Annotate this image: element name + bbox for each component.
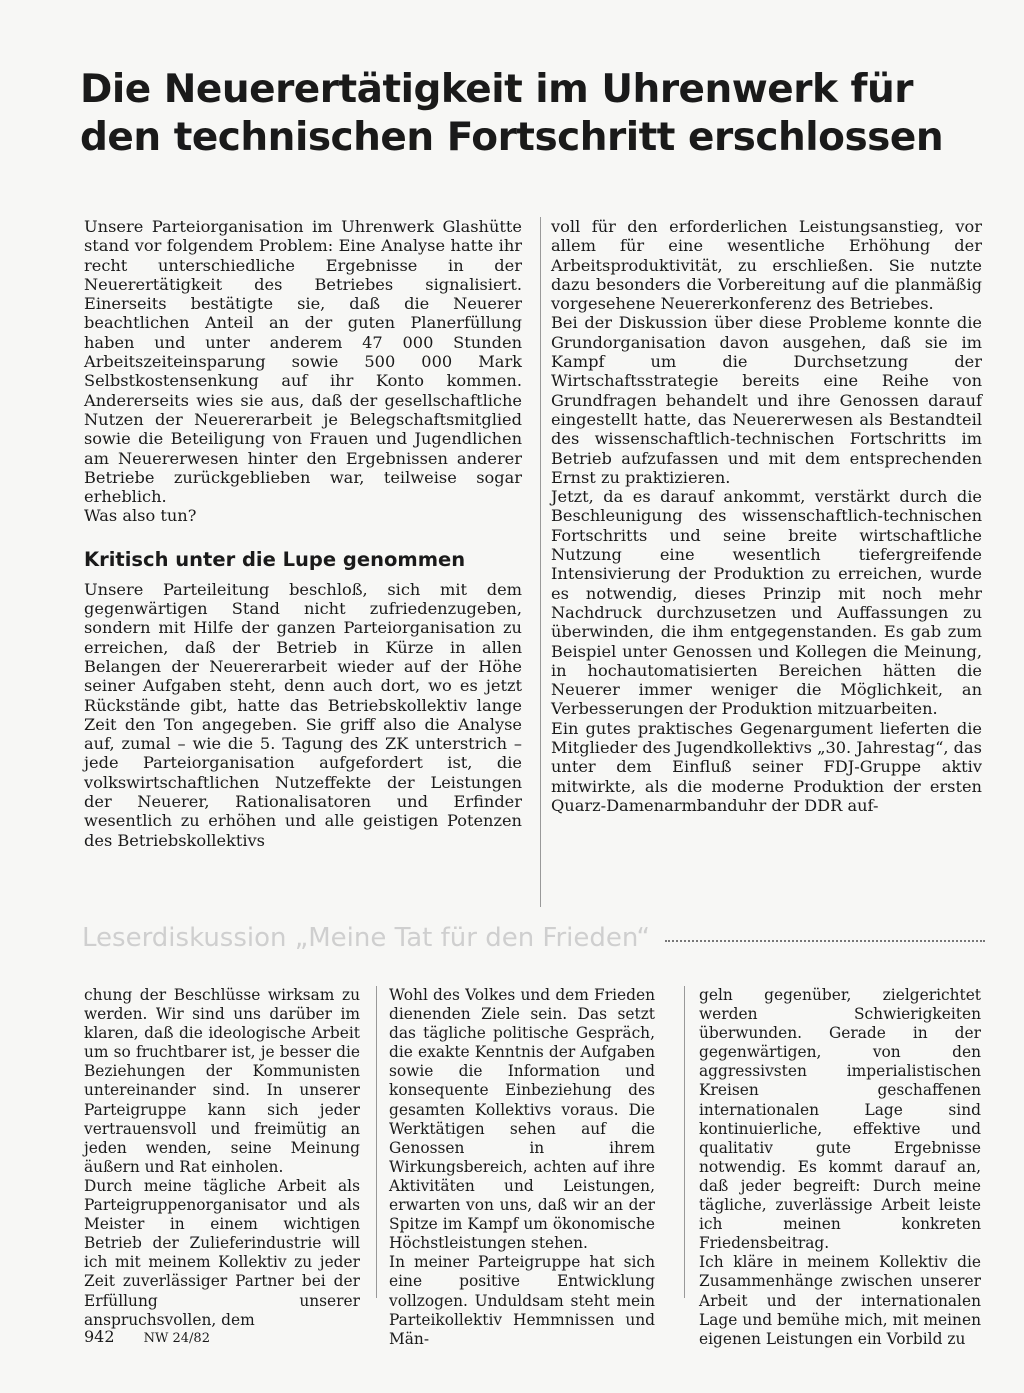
paragraph: Unsere Parteileitung beschloß, sich mit dem gegenwärtigen Stand nicht zufriedenzugeben, sondern mit Hilfe der ganzen Parteiorganisation zu erreichen, daß der Betrieb in Kürze in allen Belangen der Neuererarbeit wieder auf der Höhe seiner Aufgaben steht, denn auch dort, wo es jetzt Rückstände gibt, hatte das Betriebskollektiv lange Zeit den Ton angegeben. Sie griff also die Analyse auf, zumal – wie die 5. Tagung des ZK unterstrich – jede Parteiorganisation aufgefordert ist, die volkswirtschaftlichen Nutzeffekte der Leistungen der Neuerer, Rationalisatoren und Erfinder wesentlich zu erhöhen und alle geistigen Potenzen des Betriebskollektivs [84, 579, 522, 850]
article-column-2 [540, 217, 982, 907]
paragraph: Ich kläre in meinem Kollektiv die Zusammenhänge zwischen unserer Arbeit und der internationalen Lage und bemühe mich, mit meinen eigenen Leistungen ein Vorbild zu [699, 1253, 981, 1348]
paragraph: Ein gutes praktisches Gegenargument lieferten die Mitglieder des Jugendkollektivs „30. Jahrestag“, das unter dem Einfluß seiner FDJ-Gruppe aktiv mitwirkte, als die moderne Produktion der ersten Quarz-Damenarmbanduhr der DDR auf- [551, 718, 982, 815]
paragraph: Wohl des Volkes und dem Frieden dienenden Ziele sein. Das setzt das tägliche politische Gespräch, die exakte Kenntnis der Aufgaben sowie die Information und konsequente Einbeziehung des gesamten Kollektivs voraus. Die Werktätigen sehen auf die Genossen in ihrem Wirkungsbereich, achten auf ihre Aktivitäten und Leistungen, erwarten von uns, daß wir an der Spitze im Kampf um ökonomische Höchstleistungen stehen. [389, 986, 655, 1253]
letter-column-1 [84, 986, 360, 1329]
page-number: 942 [84, 1327, 115, 1346]
paragraph: Jetzt, da es darauf ankommt, verstärkt durch die Beschleunigung des wissenschaftlich-technischen Fortschritts und seine breite wirtschaftliche Nutzung eine wesentlich tiefergreifende Intensivierung der Produktion zu erreichen, wurde es notwendig, dieses Prinzip mit noch mehr Nachdruck durchzusetzen und Auffassungen zu überwinden, die ihm entgegenstanden. Es gab zum Beispiel unter Genossen und Kollegen die Meinung, in hochautomatisierten Bereichen hätten die Neuerer immer weniger die Möglichkeit, an Verbesserungen der Produktion mitzuarbeiten. [551, 487, 982, 719]
paragraph: Durch meine tägliche Arbeit als Parteigruppenorganisator und als Meister in einem wichtigen Betrieb der Zulieferindustrie will ich mit meinem Kollektiv zu jeder Zeit zuverlässiger Partner bei der Erfüllung unserer anspruchsvollen, dem [84, 1176, 360, 1329]
page-footer [84, 1326, 210, 1348]
section-subheading: Kritisch unter die Lupe genommen [84, 547, 466, 571]
paragraph: chung der Beschlüsse wirksam zu werden. Wir sind uns darüber im klaren, daß die ideologische Arbeit um so fruchtbarer ist, je besser die Beziehungen der Kommunisten untereinander sind. In unserer Parteigruppe kann sich jeder vertrauensvoll und freimütig an jeden wenden, seine Meinung äußern und Rat einholen. [84, 986, 360, 1176]
article-column-1 [84, 217, 522, 907]
paragraph: Bei der Diskussion über diese Probleme konnte die Grundorganisation davon ausgehen, daß sie im Kampf um die Durchsetzung der Wirtschaftsstrategie bereits eine Reihe von Grundfragen behandelt und ihre Genossen darauf eingestellt hatte, das Neuererwesen als Bestandteil des wissenschaftlich-technischen Fortschritts im Betrieb aufzufassen und mit dem entsprechenden Ernst zu praktizieren. [551, 313, 982, 487]
paragraph: In meiner Parteigruppe hat sich eine positive Entwicklung vollzogen. Unduldsam steht mein Parteikollektiv Hemmnissen und Män- [389, 1253, 655, 1348]
rubric-divider [665, 940, 985, 942]
letter-column-2 [376, 986, 655, 1348]
journal-issue: NW 24/82 [143, 1331, 210, 1346]
letter-column-3 [684, 986, 981, 1348]
rubric-heading: Leserdiskussion „Meine Tat für den Frieden“ [82, 923, 650, 953]
paragraph: Was also tun? [84, 506, 197, 526]
paragraph: Unsere Parteiorganisation im Uhrenwerk Glashütte stand vor folgendem Problem: Eine Analyse hatte ihr recht unterschiedliche Ergebnisse in der Neuerertätigkeit des Betriebes signalisiert. Einerseits bestätigte sie, daß die Neuerer beachtlichen Anteil an der guten Planerfüllung haben und unter anderem 47 000 Stunden Arbeitszeiteinsparung sowie 500 000 Mark Selbstkostensenkung auf ihr Konto kommen. Andererseits wies sie aus, daß der gesellschaftliche Nutzen der Neuererarbeit je Belegschaftsmitglied sowie die Beteiligung von Frauen und Jugendlichen am Neuererwesen hinter den Ergebnissen anderer Betriebe zurückgeblieben war, teilweise sogar erheblich. [84, 217, 522, 507]
paragraph: voll für den erforderlichen Leistungsanstieg, vor allem für eine wesentliche Erhöhung der Arbeitsproduktivität, zu erschließen. Sie nutzte dazu besonders die Vorbereitung auf die planmäßig vorgesehene Neuererkonferenz des Betriebes. [551, 217, 982, 314]
article-title: Die Neuerertätigkeit im Uhrenwerk für den technischen Fortschritt erschlossen [80, 67, 944, 160]
paragraph: geln gegenüber, zielgerichtet werden Schwierigkeiten überwunden. Gerade in der gegenwärtigen, von den aggressivsten imperialistischen Kreisen geschaffenen internationalen Lage sind kontinuierliche, effektive und qualitativ gute Ergebnisse notwendig. Es kommt darauf an, daß jeder begreift: Durch meine tägliche, zuverlässige Arbeit leiste ich meinen konkreten Friedensbeitrag. [699, 986, 981, 1253]
